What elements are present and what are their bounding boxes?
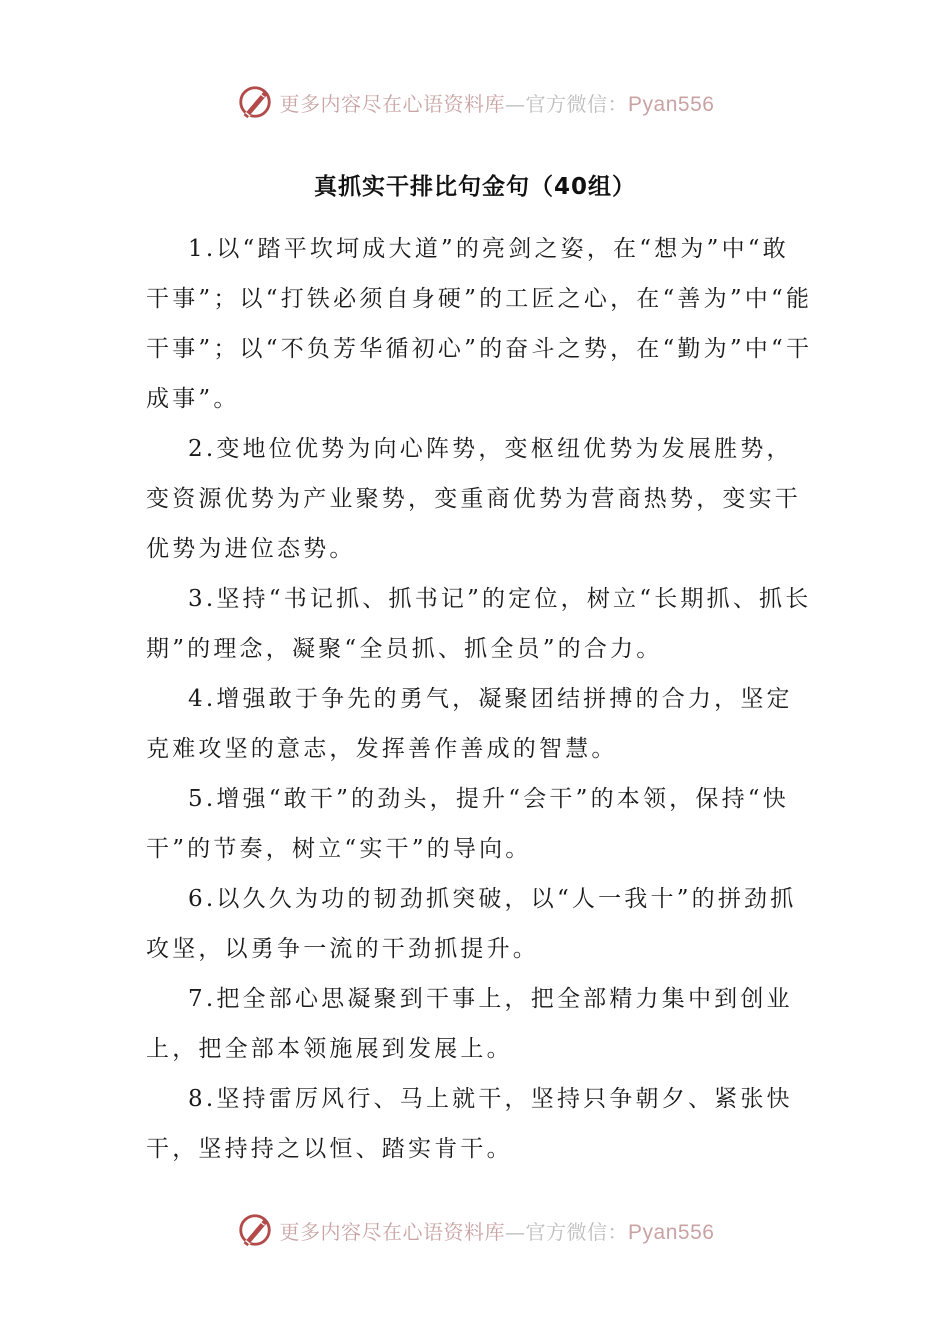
paragraph-6: 6.以久久为功的韧劲抓突破，以“人一我十”的拼劲抓攻坚，以勇争一流的干劲抓提升。 [146,886,797,962]
watermark-prefix: 更多内容尽在心语资料库 [279,1219,506,1244]
watermark-dash: — [505,1219,526,1244]
paragraph-8: 8.坚持雷厉风行、马上就干，坚持只争朝夕、紧张快干，坚持持之以恒、踏实肯干。 [146,1086,793,1162]
watermark-text [280,88,715,117]
paragraph-2: 2.变地位优势为向心阵势，变枢纽优势为发展胜势，变资源优势为产业聚势，变重商优势为营商热势，变实干优势为进位态势。 [146,436,801,562]
document-body [146,224,814,1174]
paragraph-5: 5.增强“敢干”的劲头，提升“会干”的本领，保持“快干”的节奏，树立“实干”的导向。 [146,786,789,862]
watermark-wechat-id: Pyan556 [628,92,715,116]
watermark-wechat-id: Pyan556 [628,1220,715,1244]
watermark-prefix: 更多内容尽在心语资料库 [279,91,506,116]
paragraph-7: 7.把全部心思凝聚到干事上，把全部精力集中到创业上，把全部本领施展到发展上。 [146,986,793,1062]
watermark-wechat-label: 官方微信： [525,91,629,116]
pen-logo-icon [236,83,274,121]
paragraph-4: 4.增强敢于争先的勇气，凝聚团结拼搏的合力，坚定克难攻坚的意志，发挥善作善成的智慧。 [146,686,793,762]
footer-watermark [0,1208,950,1252]
pen-logo-icon [236,1211,274,1249]
watermark-wechat-label: 官方微信： [525,1219,629,1244]
document-title: 真抓实干排比句金句（40组） [313,174,636,200]
watermark-text [280,1216,715,1245]
paragraph-3: 3.坚持“书记抓、抓书记”的定位，树立“长期抓、抓长期”的理念，凝聚“全员抓、抓全员”的合力。 [146,586,812,662]
header-watermark [0,80,950,124]
paragraph-1: 1.以“踏平坎坷成大道”的亮剑之姿，在“想为”中“敢干事”；以“打铁必须自身硬”的工匠之心，在“善为”中“能干事”；以“不负芳华循初心”的奋斗之势，在“勤为”中“干成事”。 [146,236,813,412]
watermark-dash: — [505,91,526,116]
